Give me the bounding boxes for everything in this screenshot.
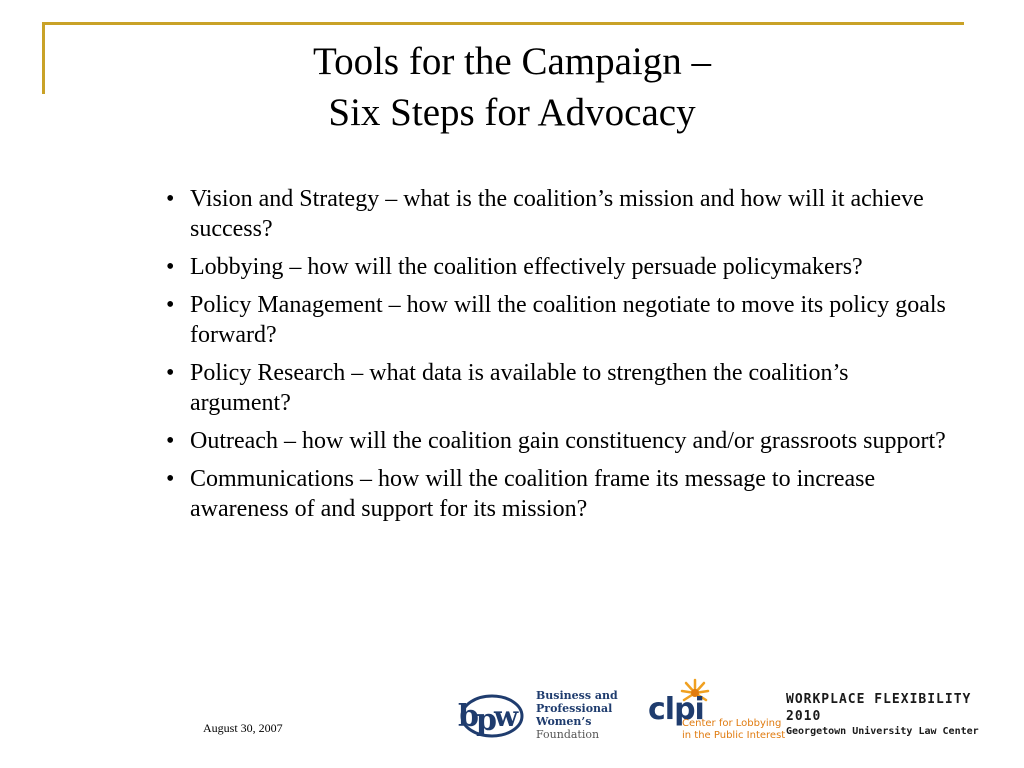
svg-text:w: w bbox=[494, 700, 519, 733]
bullet-text: Policy Research – what data is available to strengthen the coalition’s argument? bbox=[190, 360, 849, 416]
bpw-line: Women’s bbox=[536, 715, 592, 728]
clpi-wordmark: clpi bbox=[648, 692, 704, 727]
bpw-line: Foundation bbox=[536, 728, 600, 741]
slide-title bbox=[200, 36, 824, 138]
frame-left-rule bbox=[42, 22, 45, 94]
bullet-text: Policy Management – how will the coalition negotiate to move its policy goals forward? bbox=[190, 292, 946, 348]
svg-text:p: p bbox=[476, 703, 497, 738]
bullet-text: Vision and Strategy – what is the coalition’s mission and how will it achieve success? bbox=[190, 186, 924, 242]
bpw-logo-text bbox=[536, 689, 618, 741]
bullet-text: Communications – how will the coalition frame its message to increase awareness of and support for its mission? bbox=[190, 466, 876, 522]
bullet-dot-icon: • bbox=[166, 466, 175, 492]
bullet-item bbox=[164, 290, 954, 350]
clpi-subtitle bbox=[682, 718, 785, 742]
clpi-line: in the Public Interest bbox=[682, 730, 786, 741]
slide-date: August 30, 2007 bbox=[203, 721, 283, 735]
bullet-item bbox=[164, 184, 954, 244]
bullet-item bbox=[164, 464, 954, 524]
workplace-flexibility-logo bbox=[786, 691, 1006, 739]
bullet-item bbox=[164, 426, 954, 456]
bullet-dot-icon: • bbox=[166, 360, 175, 386]
title-line-2: Six Steps for Advocacy bbox=[328, 91, 696, 134]
bullet-dot-icon: • bbox=[166, 254, 175, 280]
bullet-dot-icon: • bbox=[166, 428, 175, 454]
bullet-text: Lobbying – how will the coalition effectively persuade policymakers? bbox=[190, 254, 863, 280]
bullet-list bbox=[164, 184, 954, 532]
clpi-line: Center for Lobbying bbox=[682, 718, 782, 729]
title-line-1: Tools for the Campaign – bbox=[312, 40, 712, 83]
bpw-logo-icon bbox=[452, 686, 526, 742]
wf-subtitle: Georgetown University Law Center bbox=[786, 726, 979, 737]
bullet-item bbox=[164, 358, 954, 418]
bpw-line: Professional bbox=[536, 702, 613, 715]
wf-title: WORKPLACE FLEXIBILITY 2010 bbox=[786, 692, 972, 724]
clpi-logo bbox=[646, 678, 794, 744]
bullet-item bbox=[164, 252, 954, 282]
bullet-text: Outreach – how will the coalition gain constituency and/or grassroots support? bbox=[190, 428, 946, 454]
bullet-dot-icon: • bbox=[166, 292, 175, 318]
svg-text:b: b bbox=[458, 699, 479, 734]
bullet-dot-icon: • bbox=[166, 186, 175, 212]
bpw-line: Business and bbox=[536, 689, 618, 702]
bpw-foundation-logo bbox=[452, 686, 624, 746]
frame-top-rule bbox=[42, 22, 964, 25]
